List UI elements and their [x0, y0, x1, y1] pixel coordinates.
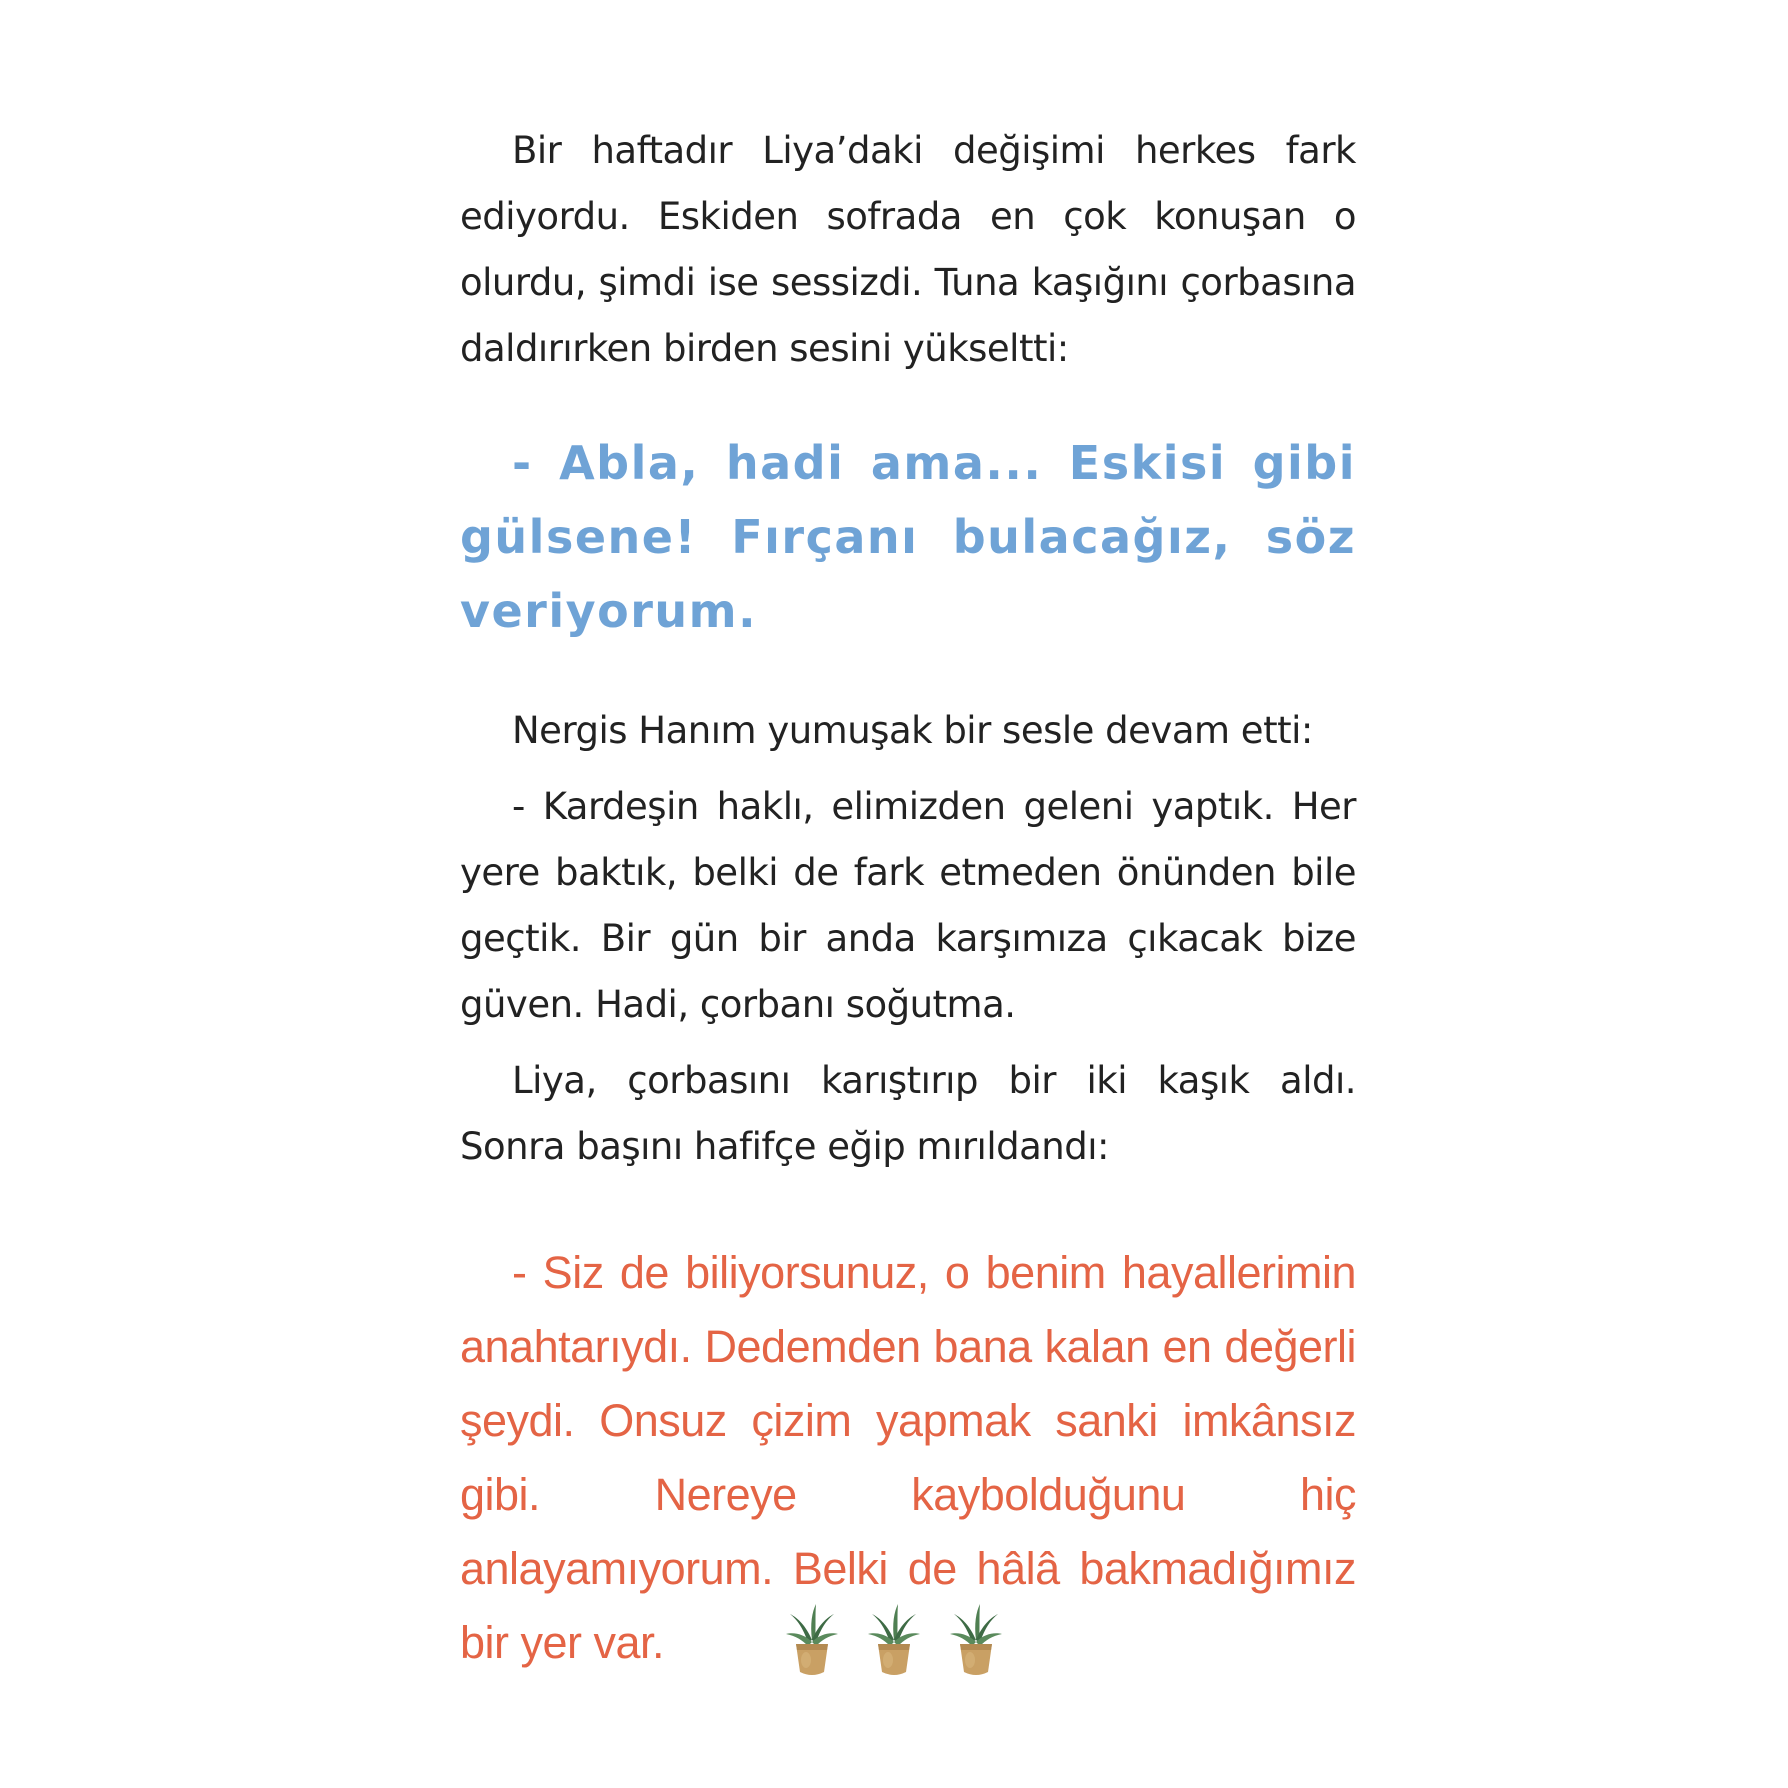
paragraph-liya-intro: Liya, çorbasını karıştırıp bir iki kaşık aldı. Sonra başını hafifçe eğip mırıldandı: [460, 1059, 1356, 1168]
potted-plant-icon [784, 1600, 840, 1678]
section-divider-ornaments [0, 1600, 1788, 1678]
paragraph-intro: Bir haftadır Liya’daki değişimi herkes fark ediyordu. Eskiden sofrada en çok konuşan o olurdu, şimdi ise sessizdi. Tuna kaşığını çorbasına daldırırken birden sesini yükseltti: [460, 129, 1356, 370]
paragraph-nergis-intro: Nergis Hanım yumuşak bir sesle devam etti: [512, 709, 1313, 752]
dialogue-tuna: - Abla, hadi ama... Eskisi gibi gülsene! Fırçanı bulacağız, söz veriyorum. [460, 436, 1356, 638]
page-content [460, 118, 1356, 1680]
spacer [460, 1190, 1356, 1236]
potted-plant-icon [866, 1600, 922, 1678]
dialogue-liya: - Siz de biliyorsunuz, o benim hayallerimin anahtarıydı. Dedemden bana kalan en değerli şeydi. Onsuz çizim yapmak sanki imkânsız gibi. Nereye kaybolduğunu hiç anlayamıyorum. Belki de hâlâ bakmadığımız bir yer var. [460, 1247, 1356, 1668]
dialogue-nergis: - Kardeşin haklı, elimizden geleni yaptık. Her yere baktık, belki de fark etmeden önünden bile geçtik. Bir gün bir anda karşımıza çıkacak bize güven. Hadi, çorbanı soğutma. [460, 785, 1356, 1026]
potted-plant-icon [948, 1600, 1004, 1678]
